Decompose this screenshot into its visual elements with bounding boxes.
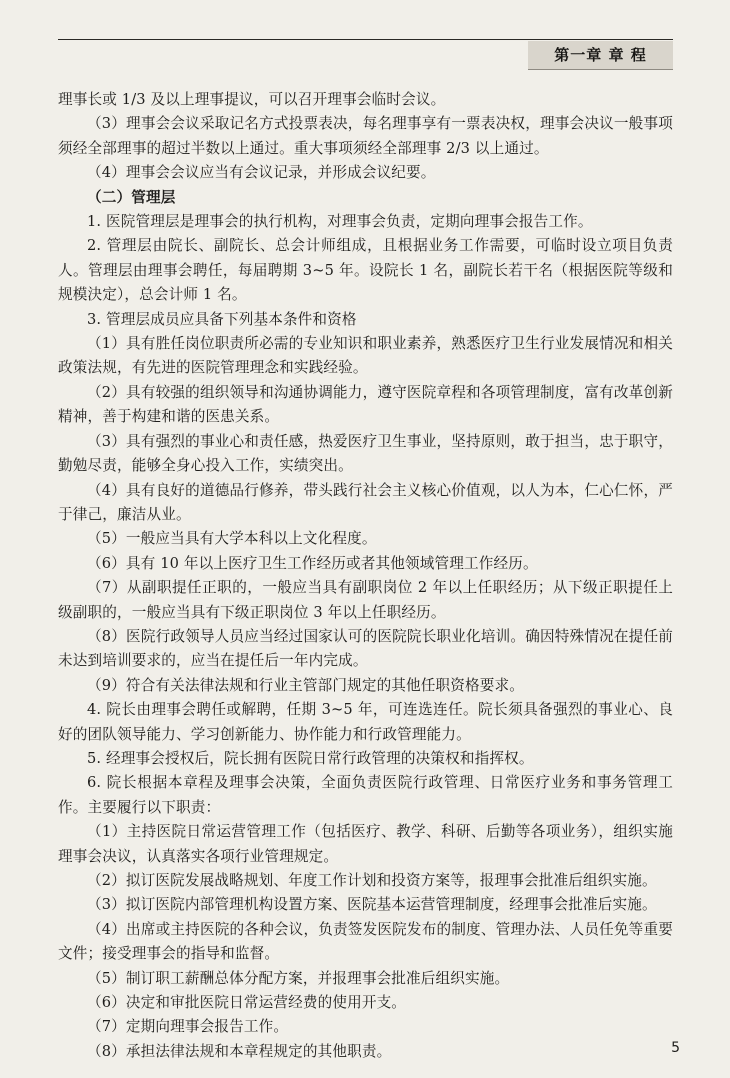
paragraph: （4）出席或主持医院的各种会议，负责签发医院发布的制度、管理办法、人员任免等重要文件；接受理事会的指导和监督。 — [58, 920, 673, 963]
header-rule — [58, 39, 673, 40]
paragraph: 理事长或 1/3 及以上理事提议，可以召开理事会临时会议。 — [58, 91, 446, 108]
paragraph: （2）拟订医院发展战略规划、年度工作计划和投资方案等，报理事会批准后组织实施。 — [87, 872, 657, 889]
paragraph: （4）具有良好的道德品行修养，带头践行社会主义核心价值观，以人为本，仁心仁怀，严于律己，廉洁从业。 — [58, 481, 673, 523]
paragraph: 1. 医院管理层是理事会的执行机构，对理事会负责，定期向理事会报告工作。 — [87, 213, 593, 231]
paragraph: （3）理事会会议采取记名方式投票表决，每名理事享有一票表决权，理事会决议一般事项须经全部理事的超过半数以上通过。重大事项须经全部理事 2/3 以上通过。 — [58, 115, 673, 157]
paragraph: （3）具有强烈的事业心和责任感，热爱医疗卫生事业，坚持原则，敢于担当，忠于职守，勤勉尽责，能够全身心投入工作，实绩突出。 — [58, 432, 673, 475]
paragraph: （6）决定和审批医院日常运营经费的使用开支。 — [87, 994, 407, 1012]
page-number: 5 — [671, 1040, 680, 1056]
paragraph: （7）定期向理事会报告工作。 — [87, 1018, 289, 1036]
section-heading: （二）管理层 — [87, 188, 176, 206]
paragraph: 4. 院长由理事会聘任或解聘，任期 3~5 年，可连选连任。院长须具备强烈的事业心、良好的团队领导能力、学习创新能力、协作能力和行政管理能力。 — [58, 701, 673, 743]
paragraph: 2. 管理层由院长、副院长、总会计师组成，且根据业务工作需要，可临时设立项目负责人。管理层由理事会聘任，每届聘期 3~5 年。设院长 1 名，副院长若干名（根据医院等级和规模決定），总会计师 1 名。 — [58, 237, 673, 304]
paragraph: （9）符合有关法律法规和行业主管部门规定的其他任职资格要求。 — [87, 676, 525, 694]
paragraph: （1）主持医院日常运营管理工作（包括医疗、教学、科研、后勤等各项业务），组织实施理事会决议，认真落实各项行业管理规定。 — [58, 823, 673, 865]
body-text — [58, 88, 673, 1064]
paragraph: （1）具有胜任岗位职责所必需的专业知识和职业素养，熟悉医疗卫生行业发展情况和相关政策法规，有先进的医院管理理念和实践经验。 — [58, 335, 673, 377]
paragraph: （4）理事会会议应当有会议记录，并形成会议纪要。 — [87, 164, 436, 182]
paragraph: （3）拟订医院内部管理机构设置方案、医院基本运营管理制度，经理事会批准后实施。 — [87, 896, 657, 914]
paragraph: （6）具有 10 年以上医疗卫生工作经历或者其他领域管理工作经历。 — [87, 554, 538, 572]
paragraph: （8）医院行政领导人员应当经过国家认可的医院院长职业化培训。确因特殊情况在提任前未达到培训要求的，应当在提任后一年内完成。 — [58, 627, 673, 670]
paragraph: 6. 院长根据本章程及理事会决策，全面负责医院行政管理、日常医疗业务和事务管理工作。主要履行以下职责： — [58, 774, 673, 816]
chapter-heading: 第一章 章 程 — [528, 41, 673, 70]
paragraph: （2）具有较强的组织领导和沟通协调能力，遵守医院章程和各项管理制度，富有改革创新精神，善于构建和谐的医患关系。 — [58, 383, 673, 426]
paragraph: （5）制订职工薪酬总体分配方案，并报理事会批准后组织实施。 — [87, 969, 510, 987]
paragraph: 5. 经理事会授权后，院长拥有医院日常行政管理的决策权和指挥权。 — [87, 749, 534, 767]
paragraph: （8）承担法律法规和本章程规定的其他职责。 — [87, 1042, 392, 1060]
paragraph: （5）一般应当具有大学本科以上文化程度。 — [87, 530, 377, 548]
paragraph: 3. 管理层成员应具备下列基本条件和资格 — [87, 310, 357, 328]
paragraph: （7）从副职提任正职的，一般应当具有副职岗位 2 年以上任职经历；从下级正职提任上级副职的，一般应当具有下级正职岗位 3 年以上任职经历。 — [58, 579, 673, 621]
